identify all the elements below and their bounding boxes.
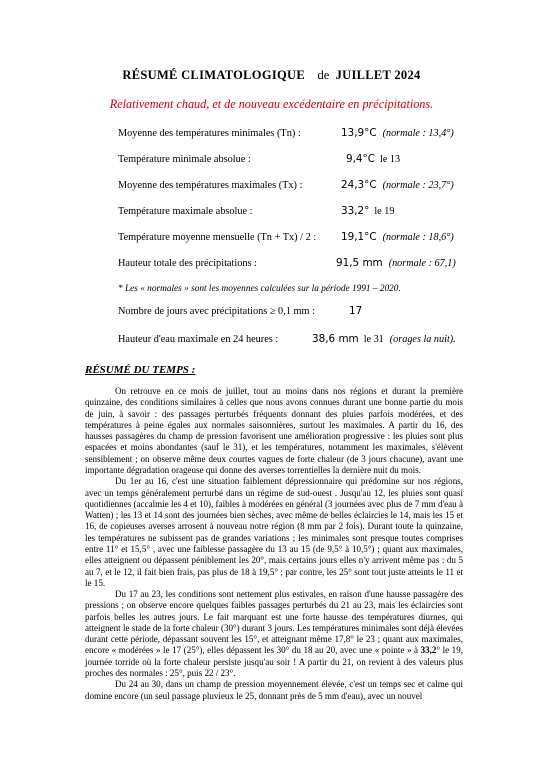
- tx-abs-label: Température maximale absolue :: [118, 206, 253, 217]
- paragraph-3-max-temp: 33,2: [420, 645, 437, 656]
- tx-label: Moyenne des températures maximales (Tx) :: [118, 180, 303, 191]
- tx-abs-day: le 19: [374, 206, 395, 217]
- document-subtitle: Relativement chaud, et de nouveau excédentaire en précipitations.: [109, 97, 434, 111]
- days-label: Nombre de jours avec précipitations ≥ 0,1 mm :: [118, 306, 315, 317]
- paragraph-3: [85, 589, 463, 679]
- tn-normal: (normale : 13,4°): [382, 128, 454, 139]
- title-month: JUILLET 2024: [335, 68, 421, 82]
- max24-stat: [312, 333, 456, 345]
- tn-value: 13,9°C: [341, 127, 377, 139]
- tx-normal: (normale : 23,7°): [382, 180, 454, 191]
- rr-value: 91,5 mm: [336, 257, 383, 269]
- tx-abs-stat: [341, 205, 394, 217]
- tx-abs-value: 33,2°: [341, 205, 370, 217]
- rr-label: Hauteur totale des précipitations :: [118, 258, 257, 269]
- rr-stat: [336, 257, 456, 269]
- tm-stat: [341, 231, 454, 243]
- paragraph-4: Du 24 au 30, dans un champ de pression moyennement élevée, c'est un temps sec et calme qui domine encore (un seul passage pluvieux le 25, donnant près de 5 mm d'eau), avec un nouvel: [85, 679, 463, 701]
- max24-label: Hauteur d'eau maximale en 24 heures :: [118, 334, 279, 345]
- section-title: RÉSUMÉ DU TEMPS :: [85, 364, 196, 376]
- paragraph-3-part-a: Du 17 au 23, les conditions sont nettement plus estivales, en raison d'une hausse passagère des pressions ; on observe encore quelques faibles passages perturbés du 21 au 23, mais les éclaircies sont parfois belles les autres jours. Le fait marquant est une forte hausse des températures diurnes, qui atteignent le stade de la forte chaleur (30°) durant 3 jours. Les températures minimales sont déjà élevées durant cette période, dépassant souvent les 15°, et atteignant même 17,8° le 23 ; quant aux maximales, encore « modérées » le 17 (25°), elles dépassent les 30° du 18 au 20, avec une « pointe » à: [85, 589, 463, 656]
- tn-stat: [341, 127, 454, 139]
- document-title: [0, 68, 543, 83]
- max24-value: 38,6 mm: [312, 333, 359, 345]
- days-value: 17: [349, 305, 363, 317]
- tx-value: 24,3°C: [341, 179, 377, 191]
- max24-note: (orages la nuit).: [389, 334, 456, 345]
- tm-normal: (normale : 18,6°): [382, 232, 454, 243]
- tm-value: 19,1°C: [341, 231, 377, 243]
- title-de: de: [317, 68, 330, 82]
- paragraph-2: Du 1er au 16, c'est une situation faiblement dépressionnaire qui prédomine sur nos régions, avec un temps généralement perturbé dans un régime de sud-ouest . Jusqu'au 12, les pluies sont quasi quotidiennes (accalmie les 4 et 10), faibles à modérées en général (3 journées avec plus de 7 mm d'eau à Watten) ; les 13 et 14 sont des journées bien sèches, avec même de belles éclaircies le 14, mais les 15 et 16, de copieuses averses arrosent à nouveau notre région (8 mm par 2 fois). Durant toute la quinzaine, les températures ne subissent pas de grandes variations ; les minimales sont presque toutes comprises entre 11° et 15,5° , avec une faiblesse passagère du 13 au 15 (de 9,5° à 10,5°) ; quant aux maximales, elles atteignent ou dépassent péniblement les 20°, mais certains jours elles n'y arrivent même pas : du 5 au 7, et le 12, il fait bien frais, pas plus de 18 à 19,5° ; par contre, les 25° sont tout juste atteints le 11 et le 15.: [85, 476, 463, 588]
- max24-day: le 31: [363, 334, 384, 345]
- title-prefix: RÉSUMÉ CLIMATOLOGIQUE: [122, 68, 306, 82]
- tm-label: Température moyenne mensuelle (Tn + Tx) / 2 :: [118, 232, 317, 243]
- tn-abs-stat: [346, 153, 400, 165]
- tn-abs-day: le 13: [379, 154, 401, 165]
- rr-normal: (normale : 67,1): [388, 258, 456, 269]
- tn-abs-label: Température minimale absolue :: [118, 154, 251, 165]
- tn-label: Moyenne des températures minimales (Tn) :: [118, 128, 301, 139]
- weather-summary: [85, 386, 463, 702]
- tn-abs-value: 9,4°C: [346, 153, 375, 165]
- tx-stat: [341, 179, 454, 191]
- normals-footnote: * Les « normales » sont les moyennes calculées sur la période 1991 – 2020.: [118, 284, 401, 294]
- paragraph-3-part-b: ° le 19, journée torride où la forte chaleur persiste jusqu'au soir ! A partir du 21, on revient à des valeurs plus proches des normales : 25°, puis 22 / 23°.: [85, 645, 463, 679]
- paragraph-1: On retrouve en ce mois de juillet, tout au moins dans nos régions et durant la première quinzaine, des conditions similaires à celles que nous avons connues durant une bonne partie du mois de juin, à savoir : des passages perturbés fréquents donnant des pluies parfois modérées, et des températures à peine égales aux normales saisonnières, surtout les maximales. A partir du 16, des hausses passagères du champ de pression favorisent une amélioration progressive : les pluies sont plus espacées et moins abondantes (sauf le 31), et les températures, notamment les maximales, s'élèvent sensiblement ; on observe même deux courtes vagues de forte chaleur (de 3 jours chacune), avant une importante dégradation orageuse qui donne des averses torrentielles la dernière nuit du mois.: [85, 386, 463, 475]
